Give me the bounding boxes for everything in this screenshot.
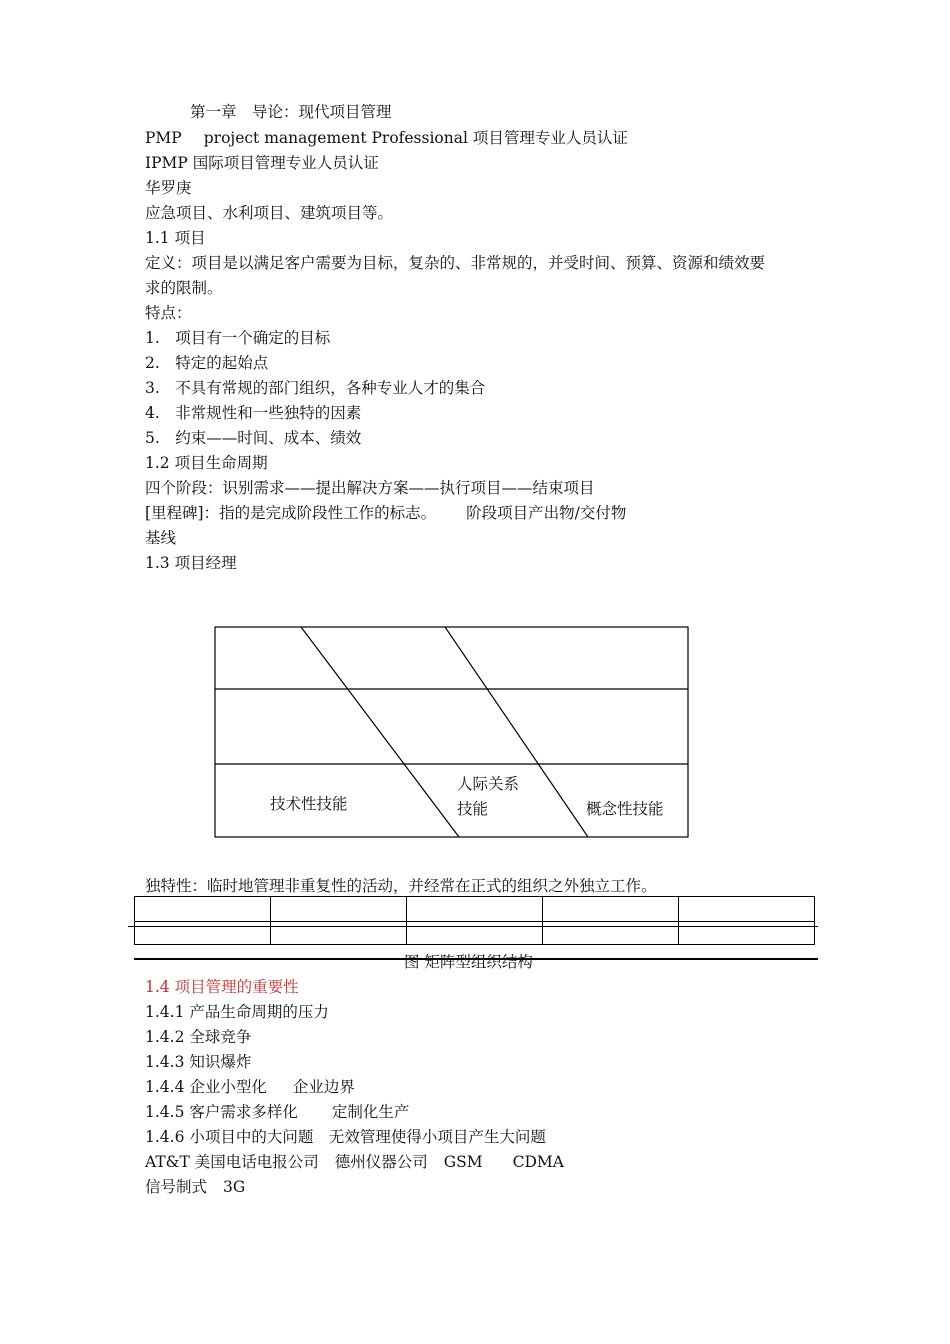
feature-item-1: 1. 项目有一个确定的目标 xyxy=(145,329,331,347)
table-cell xyxy=(271,897,407,922)
feature-item-5: 5. 约束——时间、成本、绩效 xyxy=(145,429,362,447)
table-cell xyxy=(135,897,271,922)
subsection-1-4-5 xyxy=(145,1102,409,1122)
pmp-line xyxy=(145,128,628,148)
subsection-1-4-4-note: 企业边界 xyxy=(292,1078,355,1096)
examples-line: 应急项目、水利项目、建筑项目等。 xyxy=(145,204,394,222)
name-line: 华罗庚 xyxy=(145,179,192,197)
table-cell xyxy=(543,897,679,922)
figure-caption: 图 矩阵型组织结构 xyxy=(404,953,533,971)
feature-item-2: 2. 特定的起始点 xyxy=(145,354,269,372)
chapter-title: 第一章 导论：现代项目管理 xyxy=(190,103,392,121)
interpersonal-skills-label-line2: 技能 xyxy=(457,800,489,818)
table-cell xyxy=(135,922,271,945)
table-cell xyxy=(543,922,679,945)
table-row xyxy=(135,897,815,922)
matrix-table xyxy=(134,896,815,945)
milestone-deliverables: 阶段项目产出物/交付物 xyxy=(466,504,627,522)
table-overline xyxy=(128,926,818,927)
table-cell xyxy=(679,897,815,922)
subsection-1-4-2: 1.4.2 全球竞争 xyxy=(145,1028,252,1046)
table-row xyxy=(135,922,815,945)
subsection-1-4-4 xyxy=(145,1077,355,1097)
milestone-definition: [里程碑]：指的是完成阶段性工作的标志。 xyxy=(145,504,437,522)
section-1-2-heading: 1.2 项目生命周期 xyxy=(145,454,268,472)
ipmp-line: IPMP 国际项目管理专业人员认证 xyxy=(145,154,379,172)
feature-item-4: 4. 非常规性和一些独特的因素 xyxy=(145,404,362,422)
pmp-full: project management Professional 项目管理专业人员认证 xyxy=(203,129,628,147)
signal-line xyxy=(145,1177,245,1197)
baseline-line: 基线 xyxy=(145,529,177,547)
interpersonal-skills-label-line1: 人际关系 xyxy=(457,775,520,793)
pmp-abbr: PMP xyxy=(145,129,182,147)
subsection-1-4-5-title: 1.4.5 客户需求多样化 xyxy=(145,1103,298,1121)
feature-item-3: 3. 不具有常规的部门组织，各种专业人才的集合 xyxy=(145,379,486,397)
subsection-1-4-3: 1.4.3 知识爆炸 xyxy=(145,1053,252,1071)
technical-skills-label: 技术性技能 xyxy=(270,795,348,813)
cdma-label: CDMA xyxy=(512,1153,564,1171)
gsm-label: GSM xyxy=(443,1153,483,1171)
four-stages-line: 四个阶段：识别需求——提出解决方案——执行项目——结束项目 xyxy=(145,479,595,497)
subsection-1-4-6: 1.4.6 小项目中的大问题 无效管理使得小项目产生大问题 xyxy=(145,1128,546,1146)
features-heading: 特点： xyxy=(145,304,192,322)
subsection-1-4-5-note: 定制化生产 xyxy=(331,1103,410,1121)
definition-line-1: 定义：项目是以满足客户需要为目标，复杂的、非常规的，并受时间、预算、资源和绩效要 xyxy=(145,254,766,272)
section-1-1-heading: 1.1 项目 xyxy=(145,229,206,247)
uniqueness-line: 独特性：临时地管理非重复性的活动，并经常在正式的组织之外独立工作。 xyxy=(145,877,657,895)
att-company: AT&T 美国电话电报公司 xyxy=(145,1153,319,1171)
conceptual-skills-label: 概念性技能 xyxy=(586,800,664,818)
subsection-1-4-4-title: 1.4.4 企业小型化 xyxy=(145,1078,267,1096)
table-cell xyxy=(407,922,543,945)
table-cell xyxy=(679,922,815,945)
table-cell xyxy=(271,922,407,945)
section-1-4-heading: 1.4 项目管理的重要性 xyxy=(145,978,299,996)
table-cell xyxy=(407,897,543,922)
definition-line-2: 求的限制。 xyxy=(145,279,223,297)
milestone-line xyxy=(145,503,626,523)
subsection-1-4-1: 1.4.1 产品生命周期的压力 xyxy=(145,1003,329,1021)
skills-diagram xyxy=(214,626,690,840)
section-1-3-heading: 1.3 项目经理 xyxy=(145,554,237,572)
ti-company: 德州仪器公司 xyxy=(334,1153,428,1171)
3g-label: 3G xyxy=(223,1178,246,1196)
signal-format-label: 信号制式 xyxy=(145,1178,208,1196)
att-line xyxy=(145,1152,564,1172)
